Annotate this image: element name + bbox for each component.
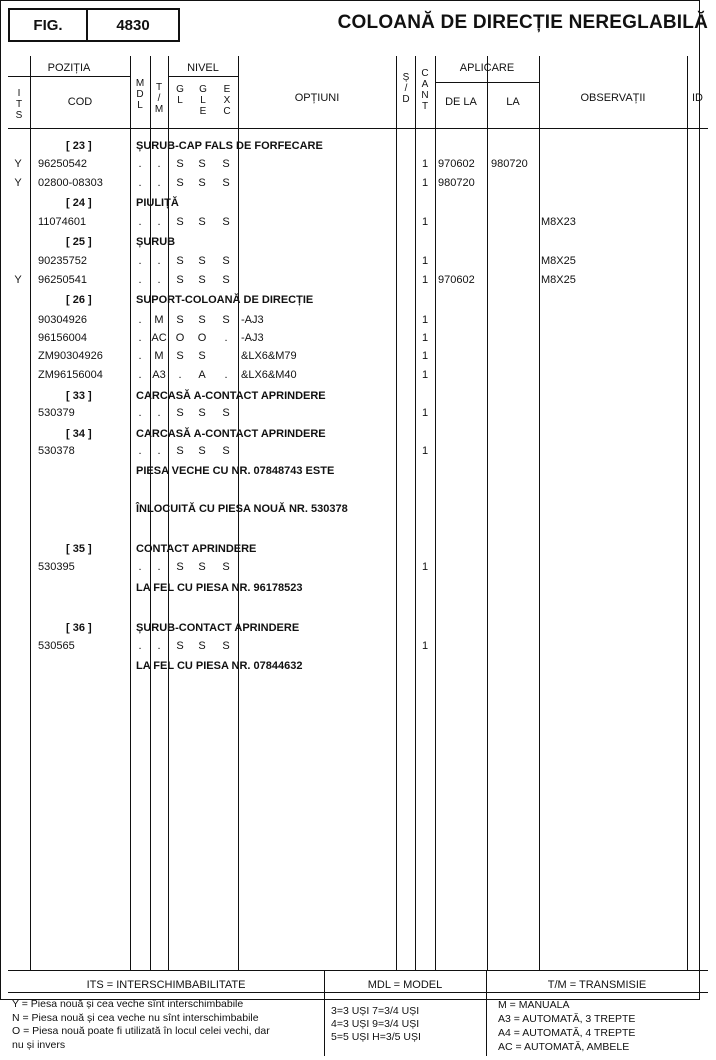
gle-cell: A bbox=[198, 369, 206, 381]
mdl-cell: . bbox=[138, 332, 142, 344]
part-code: ZM90304926 bbox=[38, 350, 103, 362]
grid-hline bbox=[8, 76, 130, 77]
part-code: 530379 bbox=[38, 407, 75, 419]
legend-tm-line: M = MANUALĂ bbox=[498, 999, 570, 1011]
exc-cell: S bbox=[222, 445, 230, 457]
quantity-cell: 1 bbox=[421, 407, 429, 419]
position-label: [ 33 ] bbox=[66, 390, 92, 402]
its-cell: Y bbox=[14, 177, 22, 189]
its-cell: Y bbox=[14, 158, 22, 170]
header-optiuni: OPȚIUNI bbox=[294, 92, 340, 104]
quantity-cell: 1 bbox=[421, 314, 429, 326]
legend-tm-title: T/M = TRANSMISIE bbox=[547, 979, 647, 991]
to-date: 980720 bbox=[491, 158, 528, 170]
part-description: SUPORT-COLOANĂ DE DIRECȚIE bbox=[136, 294, 314, 306]
tm-cell: . bbox=[157, 445, 161, 457]
part-code: ZM96156004 bbox=[38, 369, 103, 381]
legend-its-line: O = Piesa nouă poate fi utilizată în locul celei vechi, dar bbox=[12, 1025, 270, 1037]
grid-vline bbox=[30, 56, 31, 970]
header-tm: T / M bbox=[154, 82, 164, 115]
quantity-cell: 1 bbox=[421, 332, 429, 344]
gl-cell: S bbox=[176, 314, 184, 326]
exc-cell: S bbox=[222, 216, 230, 228]
part-description: ȘURUB-CAP FALS DE FORFECARE bbox=[136, 140, 323, 152]
header-gle: G L E bbox=[199, 84, 207, 117]
mdl-cell: . bbox=[138, 274, 142, 286]
header-exc: E X C bbox=[223, 84, 231, 117]
tm-cell: . bbox=[157, 255, 161, 267]
exc-cell: S bbox=[222, 158, 230, 170]
grid-vline bbox=[687, 56, 688, 970]
exc-cell: . bbox=[224, 369, 228, 381]
position-label: [ 25 ] bbox=[66, 236, 92, 248]
tm-cell: . bbox=[157, 158, 161, 170]
gle-cell: S bbox=[198, 445, 206, 457]
part-code: 02800-08303 bbox=[38, 177, 103, 189]
header-sd: Ș / D bbox=[402, 72, 410, 105]
gl-cell: S bbox=[176, 561, 184, 573]
part-description: ȘURUB-CONTACT APRINDERE bbox=[136, 622, 300, 634]
exc-cell: S bbox=[222, 177, 230, 189]
quantity-cell: 1 bbox=[421, 216, 429, 228]
legend-tm-line: AC = AUTOMATĂ, AMBELE bbox=[498, 1041, 630, 1053]
quantity-cell: 1 bbox=[421, 369, 429, 381]
gl-cell: S bbox=[176, 255, 184, 267]
position-label: [ 35 ] bbox=[66, 543, 92, 555]
quantity-cell: 1 bbox=[421, 274, 429, 286]
mdl-cell: . bbox=[138, 407, 142, 419]
options-cell: &LX6&M79 bbox=[241, 350, 297, 362]
legend-its-line: Y = Piesa nouă și cea veche sînt interschimbabile bbox=[12, 998, 244, 1010]
tm-cell: M bbox=[154, 350, 164, 362]
quantity-cell: 1 bbox=[421, 445, 429, 457]
gle-cell: S bbox=[198, 561, 206, 573]
part-code: 11074601 bbox=[38, 216, 87, 228]
tm-cell: . bbox=[157, 216, 161, 228]
position-label: [ 36 ] bbox=[66, 622, 92, 634]
from-date: 970602 bbox=[438, 158, 475, 170]
page-title: COLOANĂ DE DIRECȚIE NEREGLABILĂ bbox=[337, 12, 708, 33]
tm-cell: A3 bbox=[152, 369, 166, 381]
mdl-cell: . bbox=[138, 445, 142, 457]
gl-cell: S bbox=[176, 350, 184, 362]
header-gl: G L bbox=[176, 84, 184, 106]
tm-cell: . bbox=[157, 640, 161, 652]
header-cant: C A N T bbox=[421, 68, 429, 112]
mdl-cell: . bbox=[138, 255, 142, 267]
part-description: CARCASĂ A-CONTACT APRINDERE bbox=[136, 428, 326, 440]
header-de-la: DE LA bbox=[445, 96, 477, 108]
grid-vline bbox=[539, 56, 540, 970]
gle-cell: S bbox=[198, 407, 206, 419]
gl-cell: S bbox=[176, 158, 184, 170]
exc-cell: S bbox=[222, 407, 230, 419]
gle-cell: S bbox=[198, 640, 206, 652]
quantity-cell: 1 bbox=[421, 561, 429, 573]
grid-vline bbox=[435, 56, 436, 970]
gl-cell: S bbox=[176, 274, 184, 286]
legend-its-title: ITS = INTERSCHIMBABILITATE bbox=[86, 979, 246, 991]
gle-cell: S bbox=[198, 177, 206, 189]
from-date: 970602 bbox=[438, 274, 475, 286]
tm-cell: . bbox=[157, 407, 161, 419]
header-la: LA bbox=[506, 96, 520, 108]
mdl-cell: . bbox=[138, 216, 142, 228]
gle-cell: S bbox=[198, 216, 206, 228]
quantity-cell: 1 bbox=[421, 158, 429, 170]
part-description: ÎNLOCUITĂ CU PIESA NOUĂ NR. 530378 bbox=[136, 503, 348, 515]
part-description: PIESA VECHE CU NR. 07848743 ESTE bbox=[136, 465, 335, 477]
header-its: I T S bbox=[15, 88, 23, 121]
quantity-cell: 1 bbox=[421, 350, 429, 362]
header-pozitia: POZIȚIA bbox=[47, 62, 91, 74]
part-code: 530395 bbox=[38, 561, 75, 573]
exc-cell: S bbox=[222, 274, 230, 286]
part-code: 96250542 bbox=[38, 158, 87, 170]
fig-number: 4830 bbox=[116, 16, 150, 34]
mdl-cell: . bbox=[138, 158, 142, 170]
exc-cell: S bbox=[222, 255, 230, 267]
gl-cell: S bbox=[176, 640, 184, 652]
legend-mdl-title: MDL = MODEL bbox=[367, 979, 443, 991]
mdl-cell: . bbox=[138, 640, 142, 652]
tm-cell: . bbox=[157, 274, 161, 286]
part-code: 96156004 bbox=[38, 332, 87, 344]
its-cell: Y bbox=[14, 274, 22, 286]
quantity-cell: 1 bbox=[421, 255, 429, 267]
part-code: 90304926 bbox=[38, 314, 87, 326]
mdl-cell: . bbox=[138, 177, 142, 189]
legend-tm-line: A4 = AUTOMATĂ, 4 TREPTE bbox=[498, 1027, 636, 1039]
from-date: 980720 bbox=[438, 177, 475, 189]
part-description: CONTACT APRINDERE bbox=[136, 543, 257, 555]
remarks-cell: M8X23 bbox=[541, 216, 576, 228]
part-code: 96250541 bbox=[38, 274, 87, 286]
grid-vline bbox=[487, 56, 488, 970]
gle-cell: S bbox=[198, 255, 206, 267]
header-cod: COD bbox=[67, 96, 93, 108]
header-observatii: OBSERVAȚII bbox=[580, 92, 646, 104]
tm-cell: . bbox=[157, 561, 161, 573]
tm-cell: . bbox=[157, 177, 161, 189]
position-label: [ 34 ] bbox=[66, 428, 92, 440]
gl-cell: S bbox=[176, 177, 184, 189]
legend-mdl-line: 4=3 UȘI 9=3/4 UȘI bbox=[331, 1018, 420, 1030]
quantity-cell: 1 bbox=[421, 640, 429, 652]
exc-cell: S bbox=[222, 314, 230, 326]
mdl-cell: . bbox=[138, 314, 142, 326]
grid-hline bbox=[168, 76, 238, 77]
header-aplicare: APLICARE bbox=[459, 62, 515, 74]
part-description: CARCASĂ A-CONTACT APRINDERE bbox=[136, 390, 326, 402]
part-code: 90235752 bbox=[38, 255, 87, 267]
part-code: 530378 bbox=[38, 445, 75, 457]
gle-cell: S bbox=[198, 274, 206, 286]
legend-its-line: N = Piesa nouă și cea veche nu sînt interschimbabile bbox=[12, 1011, 259, 1024]
tm-cell: AC bbox=[151, 332, 167, 344]
options-cell: -AJ3 bbox=[241, 332, 264, 344]
exc-cell: . bbox=[224, 332, 228, 344]
gl-cell: O bbox=[175, 332, 185, 344]
part-description: LA FEL CU PIESA NR. 07844632 bbox=[136, 660, 303, 672]
fig-label: FIG. bbox=[33, 16, 63, 34]
legend-top-line bbox=[8, 970, 708, 971]
header-bottom-line bbox=[8, 128, 708, 129]
part-description: PIULIȚĂ bbox=[136, 197, 179, 209]
quantity-cell: 1 bbox=[421, 177, 429, 189]
remarks-cell: M8X25 bbox=[541, 255, 576, 267]
gle-cell: S bbox=[198, 314, 206, 326]
gle-cell: S bbox=[198, 350, 206, 362]
mdl-cell: . bbox=[138, 561, 142, 573]
position-label: [ 23 ] bbox=[66, 140, 92, 152]
part-code: 530565 bbox=[38, 640, 75, 652]
grid-vline bbox=[396, 56, 397, 970]
mdl-cell: . bbox=[138, 350, 142, 362]
remarks-cell: M8X25 bbox=[541, 274, 576, 286]
gle-cell: S bbox=[198, 158, 206, 170]
options-cell: -AJ3 bbox=[241, 314, 264, 326]
exc-cell: S bbox=[222, 640, 230, 652]
gl-cell: S bbox=[176, 445, 184, 457]
header-id: ID bbox=[692, 92, 703, 104]
gle-cell: O bbox=[197, 332, 207, 344]
grid-vline bbox=[415, 56, 416, 970]
legend-mdl-line: 3=3 UȘI 7=3/4 UȘI bbox=[331, 1005, 420, 1017]
legend-title-line bbox=[8, 992, 708, 993]
header-nivel: NIVEL bbox=[187, 62, 219, 74]
position-label: [ 24 ] bbox=[66, 197, 92, 209]
exc-cell: S bbox=[222, 561, 230, 573]
position-label: [ 26 ] bbox=[66, 294, 92, 306]
fig-label-box bbox=[8, 8, 88, 42]
legend-mdl-line: 5=5 UȘI H=3/5 UȘI bbox=[331, 1031, 421, 1043]
header-mdl: M D L bbox=[135, 78, 145, 111]
legend-its-line: nu și invers bbox=[12, 1038, 66, 1051]
tm-cell: M bbox=[154, 314, 164, 326]
part-description: LA FEL CU PIESA NR. 96178523 bbox=[136, 582, 303, 594]
gl-cell: . bbox=[178, 369, 182, 381]
fig-number-box bbox=[86, 8, 180, 42]
legend-tm-line: A3 = AUTOMATĂ, 3 TREPTE bbox=[498, 1013, 636, 1025]
options-cell: &LX6&M40 bbox=[241, 369, 297, 381]
part-description: ȘURUB bbox=[136, 236, 176, 248]
grid-vline bbox=[130, 56, 131, 970]
mdl-cell: . bbox=[138, 369, 142, 381]
gl-cell: S bbox=[176, 407, 184, 419]
gl-cell: S bbox=[176, 216, 184, 228]
